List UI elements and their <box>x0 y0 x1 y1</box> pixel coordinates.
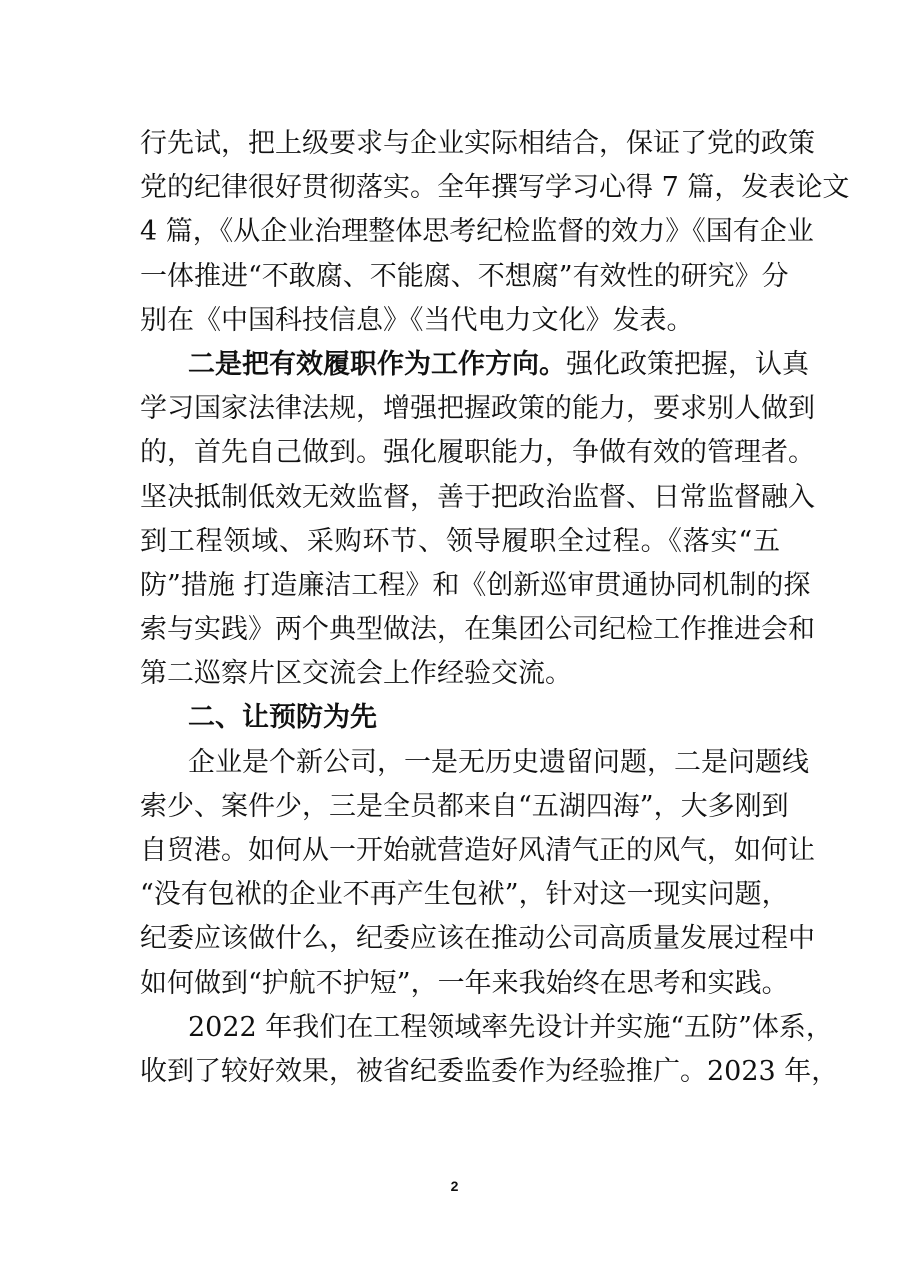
paragraph-line: 索少、案件少，三是全员都来自“五湖四海”，大多刚到 <box>140 790 789 822</box>
paragraph-line: 企业是个新公司，一是无历史遗留问题，二是问题线 <box>188 746 809 778</box>
paragraph-line <box>140 343 809 387</box>
paragraph-line: 收到了较好效果，被省纪委监委作为经验推广。2023 年， <box>140 1055 839 1087</box>
paragraph-line: 的，首先自己做到。强化履职能力，争做有效的管理者。 <box>140 437 815 469</box>
body-text <box>140 122 850 1094</box>
paragraph-line: 党的纪律很好贯彻落实。全年撰写学习心得 7 篇，发表论文 <box>140 172 850 204</box>
paragraph-line: 纪委应该做什么，纪委应该在推动公司高质量发展过程中 <box>140 923 815 955</box>
page-number: 2 <box>450 1178 459 1194</box>
paragraph-line: 到工程领域、采购环节、领导履职全过程。《落实“五 <box>140 525 780 557</box>
paragraph-line: 行先试，把上级要求与企业实际相结合，保证了党的政策 <box>140 128 815 159</box>
paragraph-line: 坚决抵制低效无效监督，善于把政治监督、日常监督融入 <box>140 481 815 513</box>
paragraph-line: 2022 年我们在工程领域率先设计并实施“五防”体系， <box>188 1011 833 1043</box>
paragraph-line: 4 篇，《从企业治理整体思考纪检监督的效力》《国有企业 <box>140 216 814 248</box>
paragraph-line: 防”措施 打造廉洁工程》和《创新巡审贯通协同机制的探 <box>140 569 811 601</box>
paragraph-line: 别在《中国科技信息》《当代电力文化》发表。 <box>140 304 694 336</box>
paragraph-line: 第二巡察片区交流会上作经验交流。 <box>140 658 572 690</box>
line-text: 强化政策把握，认真 <box>566 348 809 380</box>
paragraph-line: 学习国家法律法规，增强把握政策的能力，要求别人做到 <box>140 393 815 425</box>
paragraph-line: 索与实践》两个典型做法，在集团公司纪检工作推进会和 <box>140 614 815 646</box>
paragraph-line: 自贸港。如何从一开始就营造好风清气正的风气，如何让 <box>140 835 815 866</box>
section-heading: 二、让预防为先 <box>188 702 377 734</box>
paragraph-line: 如何做到“护航不护短”，一年来我始终在思考和实践。 <box>140 967 789 999</box>
paragraph-line: “没有包袱的企业不再产生包袱”，针对这一现实问题， <box>140 879 789 911</box>
bold-lead-in: 二是把有效履职作为工作方向。 <box>188 348 566 380</box>
paragraph-line: 一体推进“不敢腐、不能腐、不想腐”有效性的研究》分 <box>140 260 789 292</box>
